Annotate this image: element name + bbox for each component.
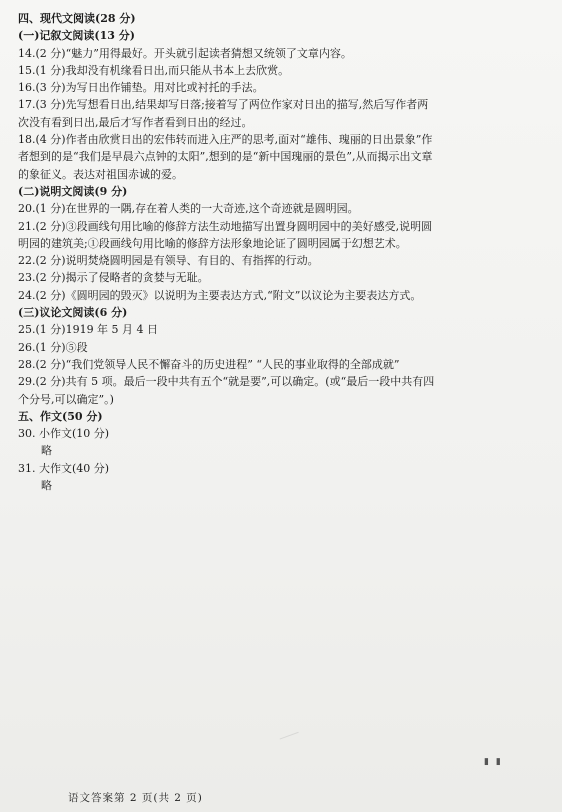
answer-23: 23.(2 分)揭示了侵略者的贪婪与无耻。	[18, 271, 209, 285]
answer-18-line-1: 18.(4 分)作者由欣赏日出的宏伟转而进入庄严的思考,面对“雄伟、瑰丽的日出景象”作	[18, 133, 433, 147]
subsection-1-title: (一)记叙文阅读(13 分)	[18, 29, 135, 43]
answer-31-content: 略	[41, 479, 52, 493]
subsection-2-title: (二)说明文阅读(9 分)	[18, 184, 128, 198]
answer-28: 28.(2 分)“我们党领导人民不懈奋斗的历史进程” “人民的事业取得的全部成就”	[18, 357, 400, 371]
answer-22: 22.(2 分)说明焚烧圆明园是有领导、有目的、有指挥的行动。	[18, 254, 319, 268]
answer-content	[18, 10, 548, 494]
page-footer: 语文答案第 2 页(共 2 页)	[68, 792, 203, 804]
answer-20: 20.(1 分)在世界的一隅,存在着人类的一大奇迹,这个奇迹就是圆明园。	[18, 202, 359, 216]
answer-30-content: 略	[41, 444, 52, 458]
scan-marks: ▮ ▮	[484, 757, 503, 767]
scan-smudge	[280, 732, 301, 744]
answer-21-line-1: 21.(2 分)③段画线句用比喻的修辞方法生动地描写出置身圆明园中的美好感受,说明圆	[18, 219, 433, 233]
answer-16: 16.(3 分)为写日出作铺垫。用对比或衬托的手法。	[18, 81, 264, 95]
answer-26: 26.(1 分)⑤段	[18, 340, 88, 354]
answer-21-line-2: 明园的建筑美;①段画线句用比喻的修辞方法形象地论证了圆明园属于幻想艺术。	[18, 236, 407, 250]
answer-18-line-3: 的象征义。表达对祖国赤诚的爱。	[18, 167, 183, 181]
answer-25: 25.(1 分)1919 年 5 月 4 日	[18, 323, 159, 337]
answer-29-line-1: 29.(2 分)共有 5 项。最后一段中共有五个“就是要”,可以确定。(或“最后一段中共有四	[18, 375, 435, 389]
subsection-3-title: (三)议论文阅读(6 分)	[18, 306, 128, 320]
answer-31: 31. 大作文(40 分)	[18, 461, 110, 475]
answer-30: 30. 小作文(10 分)	[18, 427, 110, 441]
section-4-title: 四、现代文阅读(28 分)	[18, 12, 136, 25]
section-5-title: 五、作文(50 分)	[18, 409, 103, 423]
answer-17-line-2: 次没有看到日出,最后才写作者看到日出的经过。	[18, 115, 253, 129]
answer-15: 15.(1 分)我却没有机缘看日出,而只能从书本上去欣赏。	[18, 63, 290, 77]
answer-14: 14.(2 分)“魅力”用得最好。开头就引起读者猜想又统领了文章内容。	[18, 46, 352, 60]
answer-18-line-2: 者想到的是“我们是早晨六点钟的太阳”,想到的是“新中国瑰丽的景色”,从而揭示出文章	[18, 150, 433, 164]
answer-17-line-1: 17.(3 分)先写想看日出,结果却写日落;接着写了两位作家对日出的描写,然后写作者两	[18, 98, 429, 112]
answer-29-line-2: 个分号,可以确定”。)	[18, 392, 114, 406]
answer-24: 24.(2 分)《圆明园的毁灭》以说明为主要表达方式,“附文”以议论为主要表达方式。	[18, 288, 422, 302]
